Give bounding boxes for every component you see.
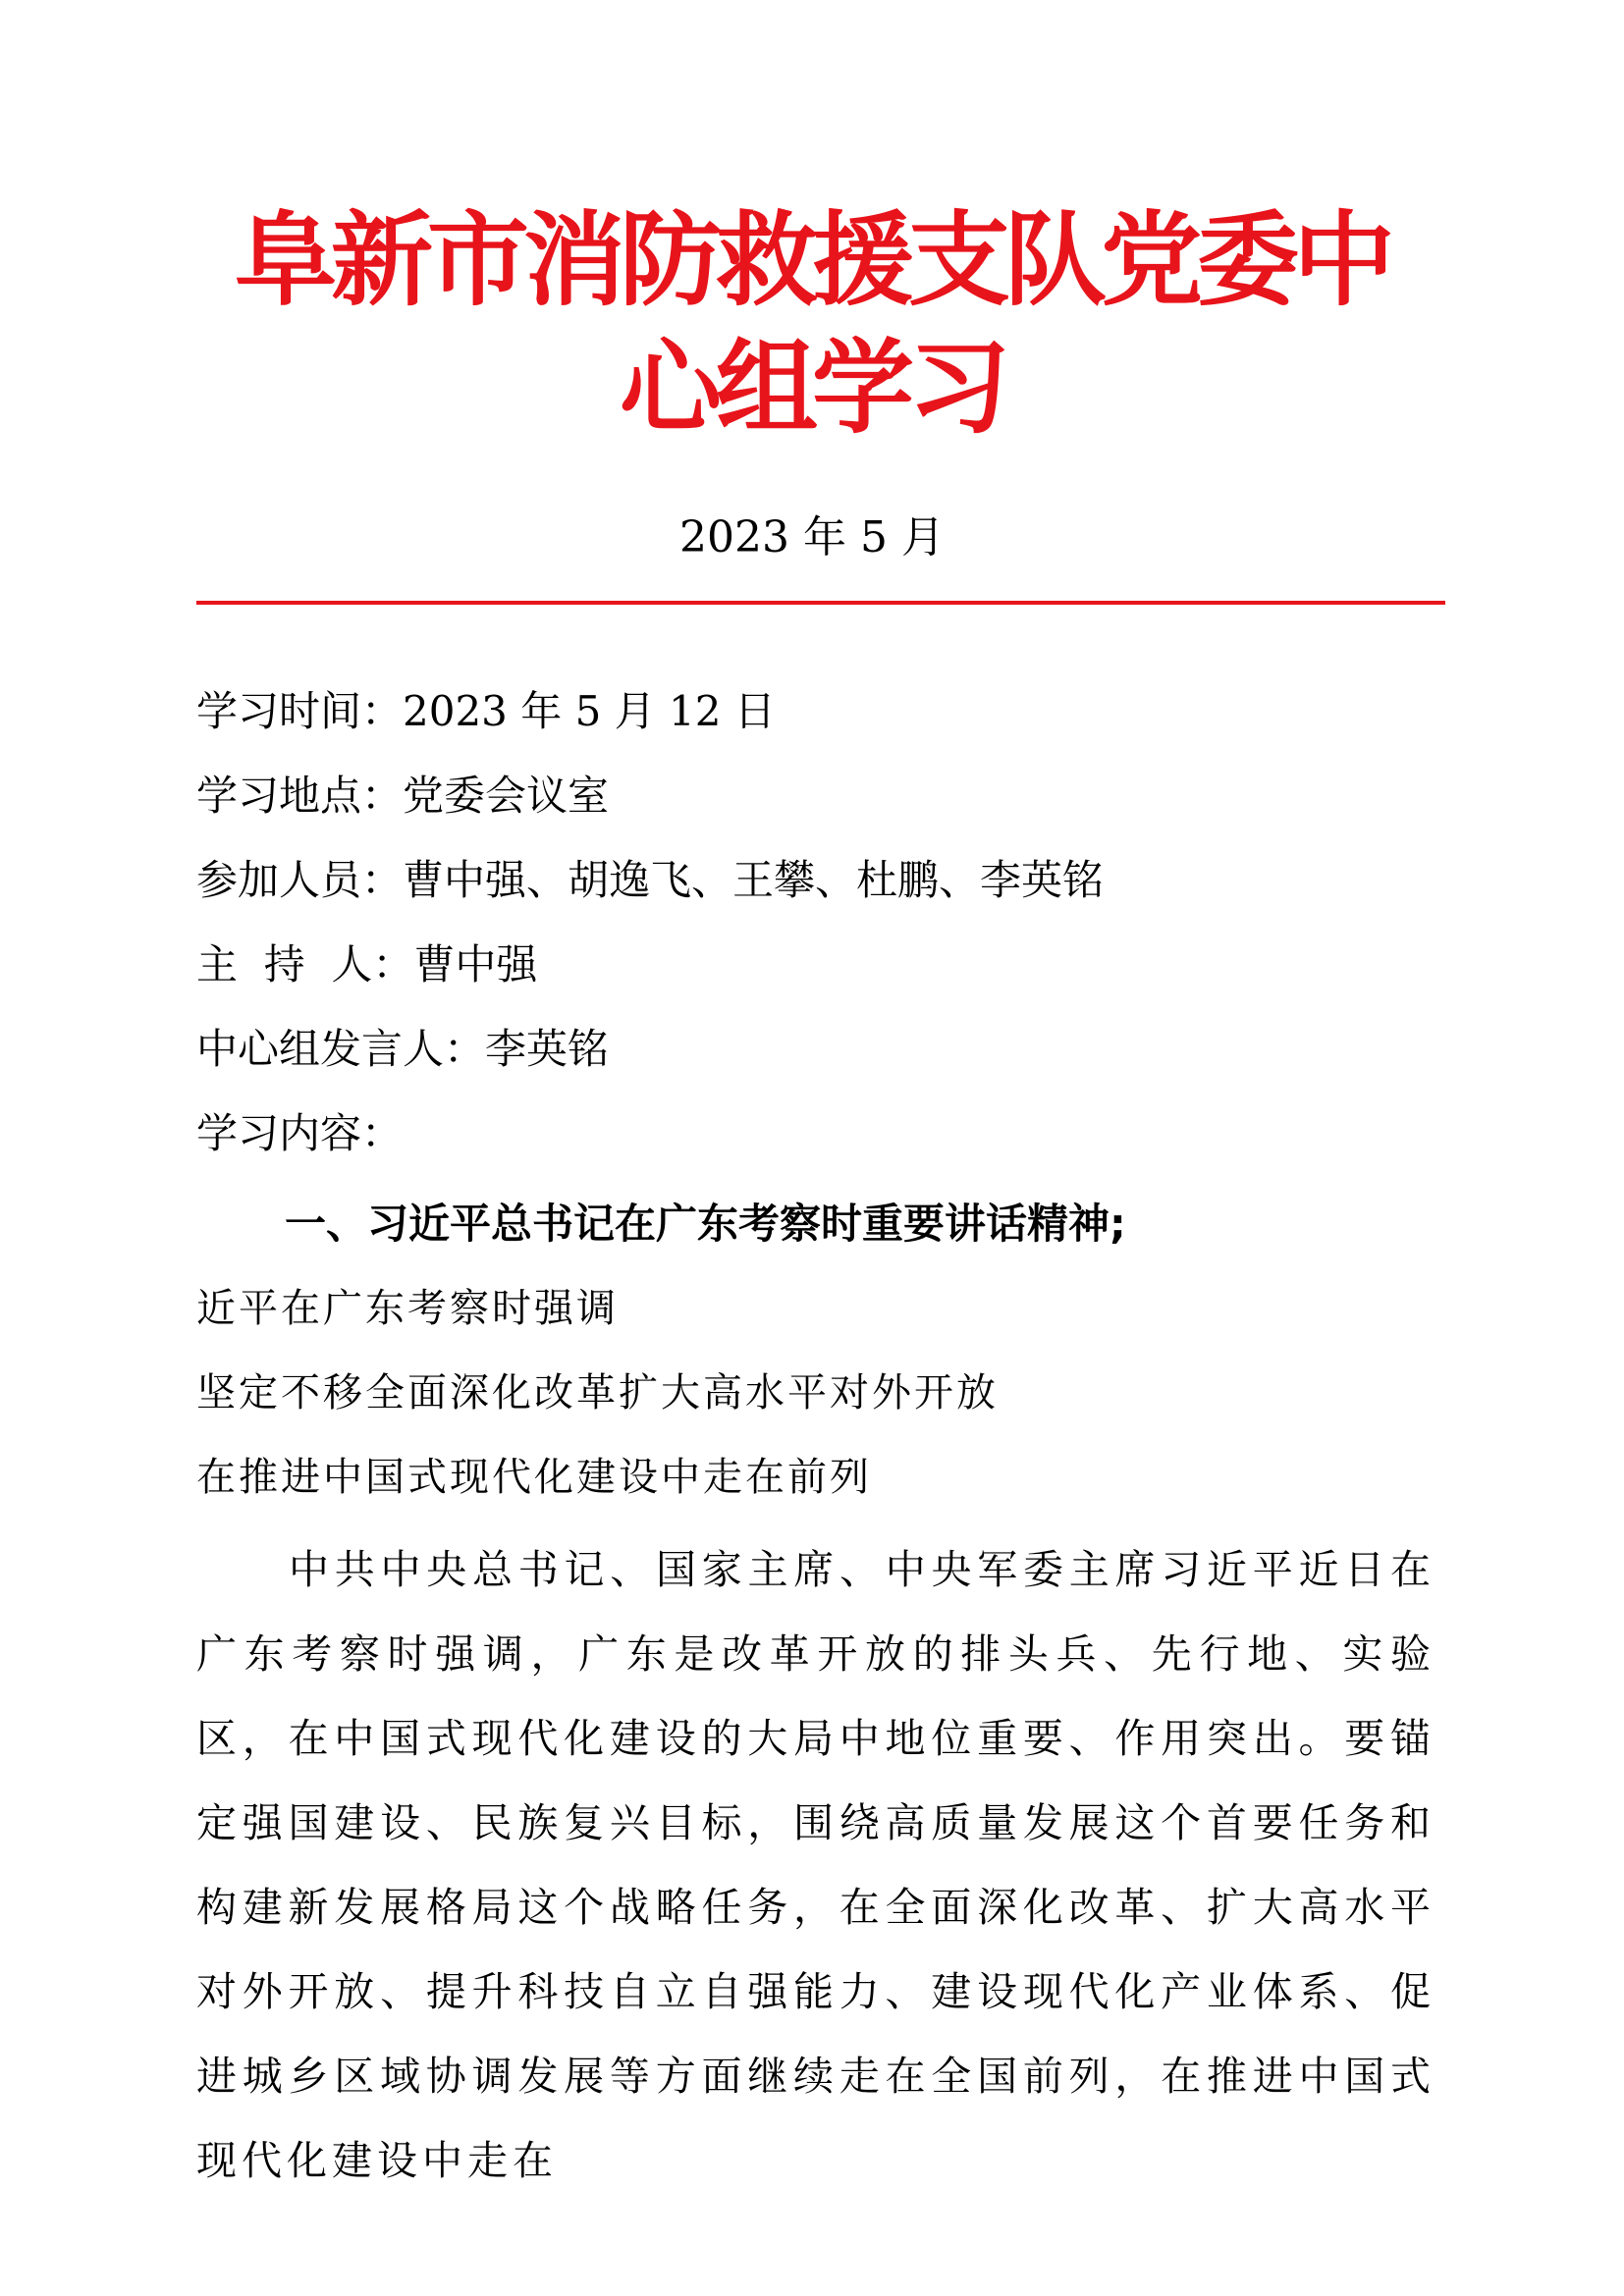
section-heading: 一、习近平总书记在广东考察时重要讲话精神; xyxy=(285,1200,1126,1248)
body-paragraph: 中共中央总书记、国家主席、中央军委主席习近平近日在广东考察时强调，广东是改革开放的排头兵、先行地、实验区，在中国式现代化建设的大局中地位重要、作用突出。要锚定强国建设、民族复兴目标，围绕高质量发展这个首要任务和构建新发展格局这个战略任务，在全面深化改革、扩大高水平对外开放、提升科技自立自强能力、建设现代化产业体系、促进城乡区域协调发展等方面继续走在全国前列，在推进中国式现代化建设中走在 xyxy=(196,1546,1435,2184)
meta-row-attendees xyxy=(196,846,1434,931)
speaker-label: 中心组发言人： xyxy=(196,1025,486,1073)
place-label: 学习地点： xyxy=(196,772,404,820)
meta-row-host xyxy=(196,931,1434,1015)
meta-row-place xyxy=(196,762,1434,846)
headline-lines xyxy=(196,1274,1434,1527)
meeting-info xyxy=(196,677,1434,1184)
meta-row-content xyxy=(196,1099,1434,1184)
attendees-value: 曹中强、胡逸飞、王攀、杜鹏、李英铭 xyxy=(403,856,1105,904)
headline-line: 在推进中国式现代化建设中走在前列 xyxy=(196,1455,872,1500)
host-label: 主 持 人： xyxy=(196,940,414,988)
content-label: 学习内容： xyxy=(196,1109,404,1157)
document-date: 2023 年 5 月 xyxy=(679,512,945,562)
time-value: 2023 年 5 月 12 日 xyxy=(403,687,776,735)
headline-line: 坚定不移全面深化改革扩大高水平对外开放 xyxy=(196,1370,999,1415)
red-divider-line xyxy=(196,601,1445,605)
time-label: 学习时间： xyxy=(196,687,404,735)
document-title: 阜新市消防救援支队党委中心组学习 xyxy=(234,199,1389,448)
attendees-label: 参加人员： xyxy=(196,856,404,904)
host-value: 曹中强 xyxy=(413,940,538,988)
headline-line: 近平在广东考察时强调 xyxy=(196,1286,619,1331)
meta-row-speaker xyxy=(196,1015,1434,1099)
place-value: 党委会议室 xyxy=(403,772,610,820)
meta-row-time xyxy=(196,677,1434,762)
speaker-value: 李英铭 xyxy=(485,1025,610,1073)
